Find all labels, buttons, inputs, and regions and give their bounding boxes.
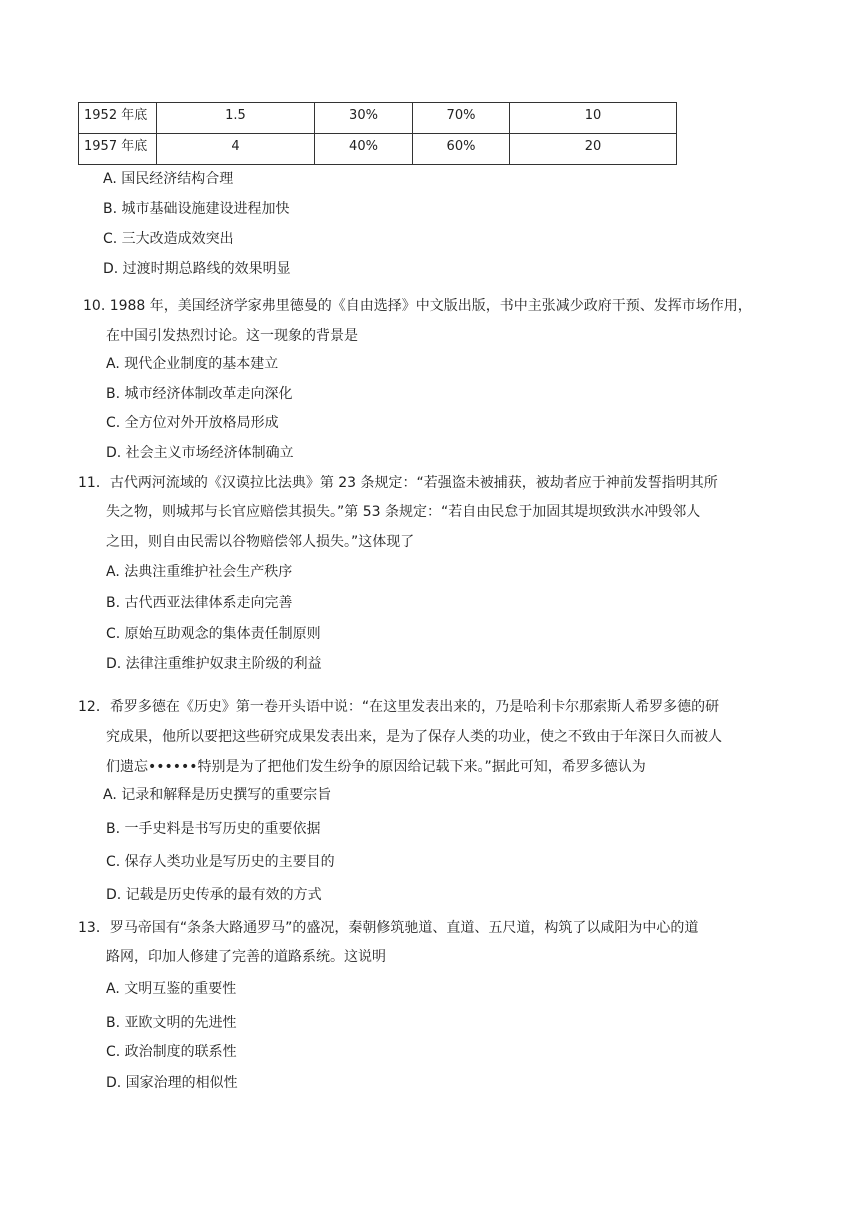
data-table bbox=[78, 102, 677, 165]
table-cell: 60% bbox=[413, 134, 510, 165]
table-row bbox=[79, 134, 677, 165]
q10-option-c[interactable]: C. 全方位对外开放格局形成 bbox=[106, 415, 279, 431]
table-cell: 20 bbox=[510, 134, 677, 165]
q9-option-d[interactable]: D. 过渡时期总路线的效果明显 bbox=[103, 261, 291, 277]
q12-option-d[interactable]: D. 记载是历史传承的最有效的方式 bbox=[106, 887, 322, 903]
q10-stem-line: 在中国引发热烈讨论。这一现象的背景是 bbox=[106, 328, 358, 344]
q10-option-d[interactable]: D. 社会主义市场经济体制确立 bbox=[106, 445, 294, 461]
q11-stem-line: 之田，则自由民需以谷物赔偿邻人损失。”这体现了 bbox=[106, 534, 415, 550]
table-cell: 1.5 bbox=[157, 103, 315, 134]
q13-option-d[interactable]: D. 国家治理的相似性 bbox=[106, 1075, 238, 1091]
q12-stem-line: 们遗忘••••••特别是为了把他们发生纷争的原因给记载下来。”据此可知，希罗多德认为 bbox=[106, 759, 646, 775]
q11-option-b[interactable]: B. 古代西亚法律体系走向完善 bbox=[106, 595, 293, 611]
q10-option-b[interactable]: B. 城市经济体制改革走向深化 bbox=[106, 386, 293, 402]
q9-option-c[interactable]: C. 三大改造成效突出 bbox=[103, 231, 234, 247]
q12-stem-line: 12．希罗多德在《历史》第一卷开头语中说：“在这里发表出来的，乃是哈利卡尔那索斯人希罗多德的研 bbox=[78, 699, 720, 715]
q9-option-a[interactable]: A. 国民经济结构合理 bbox=[103, 171, 234, 187]
q13-stem-line: 13．罗马帝国有“条条大路通罗马”的盛况，秦朝修筑驰道、直道、五尺道，构筑了以咸阳为中心的道 bbox=[78, 920, 699, 936]
table-cell: 70% bbox=[413, 103, 510, 134]
table-cell: 10 bbox=[510, 103, 677, 134]
q10-option-a[interactable]: A. 现代企业制度的基本建立 bbox=[106, 356, 279, 372]
table-cell: 1957 年底 bbox=[79, 134, 157, 165]
table-cell: 40% bbox=[315, 134, 413, 165]
q12-option-a[interactable]: A. 记录和解释是历史撰写的重要宗旨 bbox=[103, 787, 332, 803]
q11-option-c[interactable]: C. 原始互助观念的集体责任制原则 bbox=[106, 626, 321, 642]
q13-option-b[interactable]: B. 亚欧文明的先进性 bbox=[106, 1015, 237, 1031]
q13-option-c[interactable]: C. 政治制度的联系性 bbox=[106, 1044, 237, 1060]
table-cell: 4 bbox=[157, 134, 315, 165]
q11-option-a[interactable]: A. 法典注重维护社会生产秩序 bbox=[106, 564, 293, 580]
q12-stem-line: 究成果，他所以要把这些研究成果发表出来，是为了保存人类的功业，使之不致由于年深日久而被人 bbox=[106, 729, 722, 745]
q10-stem-line: 10. 1988 年，美国经济学家弗里德曼的《自由选择》中文版出版，书中主张减少政府干预、发挥市场作用， bbox=[83, 298, 752, 314]
q13-stem-line: 路网，印加人修建了完善的道路系统。这说明 bbox=[106, 949, 386, 965]
table-row bbox=[79, 103, 677, 134]
q11-stem-line: 11．古代两河流域的《汉谟拉比法典》第 23 条规定：“若强盗未被捕获，被劫者应于神前发誓指明其所 bbox=[78, 475, 718, 491]
q12-option-c[interactable]: C. 保存人类功业是写历史的主要目的 bbox=[106, 854, 335, 870]
table-cell: 30% bbox=[315, 103, 413, 134]
q11-stem-line: 失之物，则城邦与长官应赔偿其损失。”第 53 条规定：“若自由民怠于加固其堤坝致洪水冲毁邻人 bbox=[106, 504, 701, 520]
q11-option-d[interactable]: D. 法律注重维护奴隶主阶级的利益 bbox=[106, 656, 322, 672]
table-cell: 1952 年底 bbox=[79, 103, 157, 134]
q13-option-a[interactable]: A. 文明互鉴的重要性 bbox=[106, 981, 237, 997]
q9-option-b[interactable]: B. 城市基础设施建设进程加快 bbox=[103, 201, 290, 217]
q12-option-b[interactable]: B. 一手史料是书写历史的重要依据 bbox=[106, 821, 321, 837]
